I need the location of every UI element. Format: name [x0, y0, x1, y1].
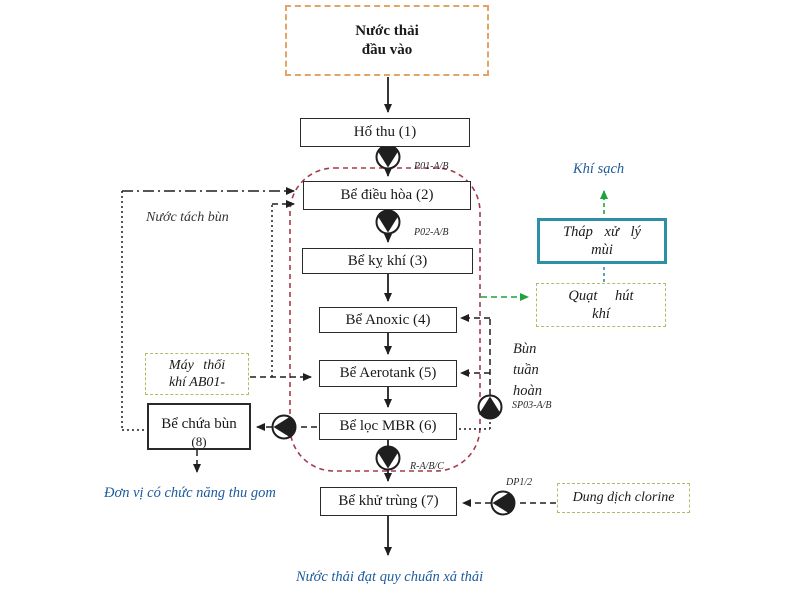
pump-p01-icon [377, 146, 400, 169]
return-sludge-label [513, 339, 569, 400]
extract-fan-box [536, 283, 666, 327]
tank-anoxic [319, 307, 457, 333]
pump-sp03-icon [479, 396, 502, 419]
pump-sludge-icon [273, 416, 296, 439]
return-sludge-line3: hoàn [513, 383, 542, 400]
input-label-line1: Nước thải [355, 22, 419, 39]
tank-chua-bun-number: (8) [191, 433, 207, 449]
sludge-collector-label: Đơn vị có chức năng thu gom [104, 485, 276, 501]
tank-aerotank-label: Bể Aerotank (5) [339, 365, 437, 382]
tank-ho-thu [300, 118, 470, 147]
tank-ky-khi [302, 248, 473, 274]
extract-fan-label-line1: Quạt hút [568, 287, 634, 304]
tank-ho-thu-label: Hố thu (1) [353, 124, 417, 141]
pump-sp03-label: SP03-A/B [512, 400, 552, 411]
separated-water-label: Nước tách bùn [146, 210, 229, 225]
pump-dp-label: DP1/2 [506, 477, 533, 488]
return-sludge-line1: Bùn [513, 341, 537, 357]
chlorine-box [557, 483, 690, 513]
pump-dp-icon [492, 492, 515, 515]
pump-p02-icon [377, 211, 400, 234]
tank-khu-trung-label: Bể khử trùng (7) [338, 493, 439, 510]
pump-r-icon [377, 447, 400, 470]
air-blower-label-line1: Máy thổi [168, 357, 226, 373]
tank-anoxic-label: Bể Anoxic (4) [345, 311, 431, 328]
odor-tower-label-line1: Tháp xử lý [563, 223, 641, 240]
clean-air-label: Khí sạch [573, 161, 625, 177]
pump-r-label: R-A/B/C [410, 461, 444, 472]
odor-tower-box [537, 218, 667, 264]
input-wastewater-box [285, 5, 489, 76]
tank-aerotank [319, 360, 457, 387]
pump-p02-label: P02-A/B [414, 227, 449, 238]
odor-tower-label-line2: mùi [591, 242, 613, 258]
air-blower-label-line2: khí AB01- [168, 375, 226, 390]
tank-dieu-hoa-label: Bể điều hòa (2) [340, 187, 434, 204]
extract-fan-label-line2: khí [592, 306, 610, 322]
output-standard-label: Nước thải đạt quy chuẩn xả thải [296, 569, 484, 585]
input-label-line2: đầu vào [361, 41, 413, 58]
tank-ky-khi-label: Bể kỵ khí (3) [347, 252, 428, 269]
tank-mbr [319, 413, 457, 440]
tank-dieu-hoa [303, 181, 471, 210]
tank-khu-trung [320, 487, 457, 516]
air-blower-box [145, 353, 249, 395]
tank-chua-bun-label: Bể chứa bùn [161, 416, 237, 432]
tank-chua-bun [147, 403, 251, 450]
return-sludge-line2: tuần [513, 362, 539, 379]
pump-p01-label: P01-A/B [414, 161, 449, 172]
chlorine-label: Dung dịch clorine [572, 490, 675, 506]
tank-mbr-label: Bể lọc MBR (6) [339, 418, 437, 435]
